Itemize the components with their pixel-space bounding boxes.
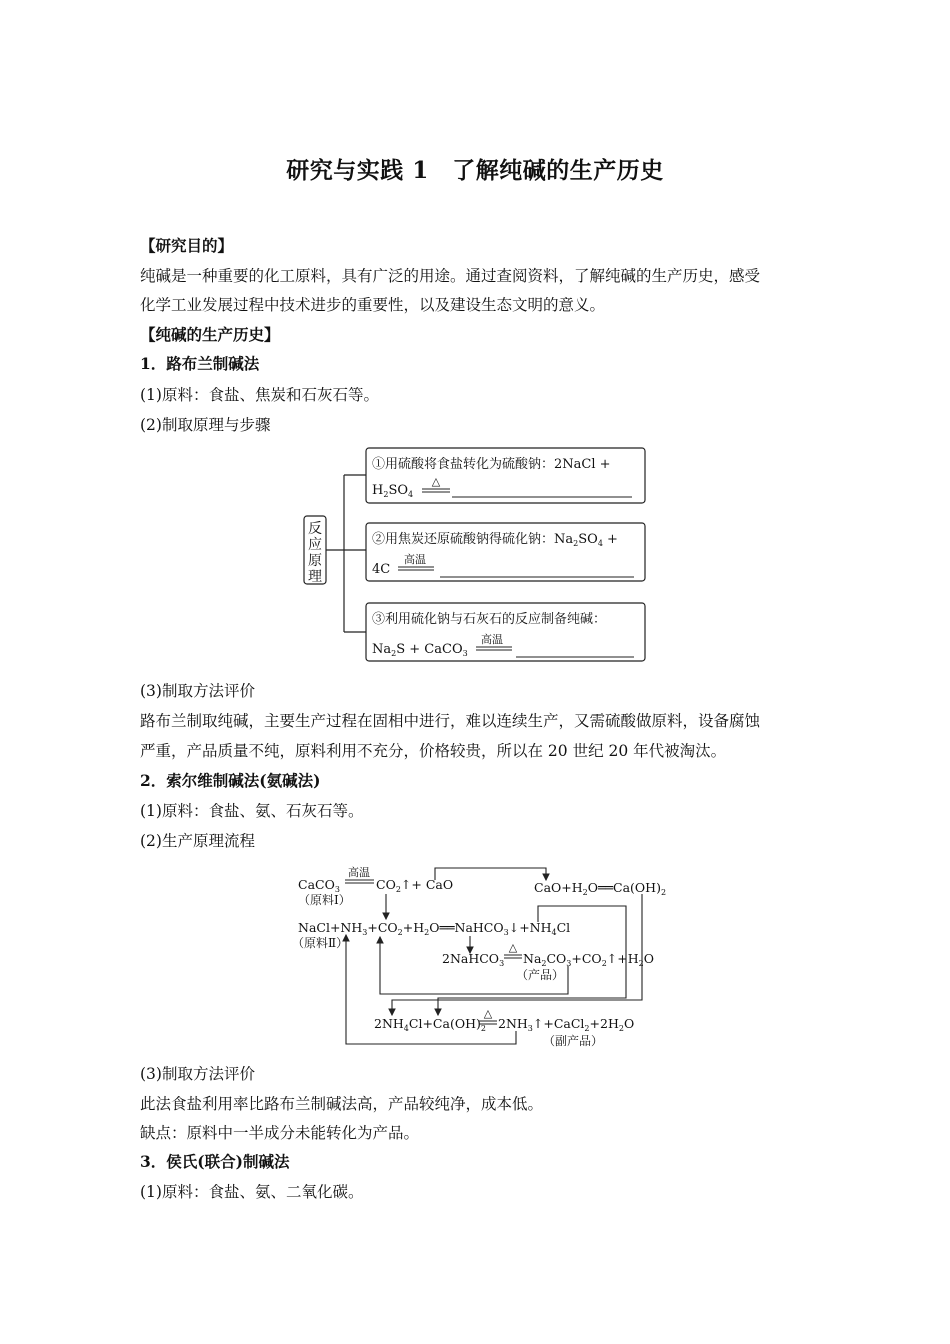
paragraph-line: (3)制取方法评价 xyxy=(140,1065,255,1083)
paragraph-line: 缺点：原料中一半成分未能转化为产品。 xyxy=(140,1124,420,1142)
step-2-text: ②用焦炭还原硫酸钠得硫化钠：$Na_2SO_4$ + xyxy=(372,532,618,548)
product-label: （产品） xyxy=(516,968,565,982)
high-temp-condition: 高温 xyxy=(404,553,426,566)
paragraph-line: 此法食盐利用率比路布兰制碱法高，产品较纯净，成本低。 xyxy=(140,1095,544,1113)
subheading-solvay: 2．索尔维制碱法(氨碱法) xyxy=(140,771,321,790)
principle-label-char: 反 xyxy=(308,521,322,537)
step-3-text: ③利用硫化钠与石灰石的反应制备纯碱： xyxy=(372,612,607,627)
heat-condition: △ xyxy=(483,1007,493,1020)
section-heading-purpose: 【研究目的】 xyxy=(140,236,234,255)
step-1-text: ①用硫酸将食盐转化为硫酸钠：2NaCl + xyxy=(372,457,611,472)
subheading-leblanc: 1．路布兰制碱法 xyxy=(140,354,260,373)
step-1-formula: $H_2SO_4$ xyxy=(372,483,414,499)
step-3-formula: $Na_2S$ + CaCO$_3$ xyxy=(372,642,468,658)
reaction-ammonia-recovery: $2NH_4Cl+Ca(OH)_2$ xyxy=(374,1016,486,1033)
reaction-carbonation: $NaCl+NH_3+CO_2+H_2O══NaHCO_3↓+NH_4Cl$ xyxy=(298,920,571,937)
paragraph-line: (1)原料：食盐、焦炭和石灰石等。 xyxy=(140,386,379,404)
calcination-products: $CO_2↑+$ CaO xyxy=(376,877,454,894)
paragraph-line: (1)原料：食盐、氨、二氧化碳。 xyxy=(140,1183,364,1201)
heat-condition: △ xyxy=(508,941,518,954)
page-title: 研究与实践 1 了解纯碱的生产历史 xyxy=(286,157,664,184)
paragraph-line: (2)生产原理流程 xyxy=(140,832,255,850)
leblanc-principle-diagram xyxy=(290,440,660,670)
paragraph-line: 严重，产品质量不纯，原料利用不充分，价格较贵，所以在 20 世纪 20 年代被淘汰。 xyxy=(140,742,727,760)
connector-lines xyxy=(326,475,366,632)
paragraph-line: (3)制取方法评价 xyxy=(140,682,255,700)
reaction-calcination: CaCO$_3$ xyxy=(298,877,340,894)
step-2-formula: 4C xyxy=(372,562,391,577)
principle-label-char: 原 xyxy=(308,553,322,569)
paragraph-line: 纯碱是一种重要的化工原料，具有广泛的用途。通过查阅资料，了解纯碱的生产历史，感受 xyxy=(140,267,761,285)
raw-material-1-label: （原料Ⅰ） xyxy=(298,893,351,907)
subheading-hou: 3．侯氏(联合)制碱法 xyxy=(140,1152,290,1171)
svg-text:应 xyxy=(308,537,322,553)
high-temp-condition: 高温 xyxy=(348,866,370,879)
high-temp-condition: 高温 xyxy=(481,633,503,646)
decomposition-products: $Na_2CO_3+CO_2↑+H_2O$ xyxy=(523,951,654,968)
principle-label-char: 应 xyxy=(308,537,322,553)
raw-material-2-label: （原料Ⅱ） xyxy=(292,936,349,950)
byproduct-label: （副产品） xyxy=(543,1034,604,1048)
paragraph-line: (1)原料：食盐、氨、石灰石等。 xyxy=(140,802,364,820)
paragraph-line: (2)制取原理与步骤 xyxy=(140,416,271,434)
solvay-flow-diagram xyxy=(290,862,670,1054)
svg-text:理 xyxy=(308,569,322,585)
svg-text:反 xyxy=(308,521,322,537)
principle-label-char: 理 xyxy=(308,569,322,585)
paragraph-line: 化学工业发展过程中技术进步的重要性，以及建设生态文明的意义。 xyxy=(140,296,606,314)
reaction-decomposition: 2NaHCO$_3$ xyxy=(442,951,505,968)
section-heading-history: 【纯碱的生产历史】 xyxy=(140,325,280,344)
paragraph-line: 路布兰制取纯碱，主要生产过程在固相中进行，难以连续生产，又需硫酸做原料，设备腐蚀 xyxy=(140,712,761,730)
svg-text:原 xyxy=(308,553,322,569)
ammonia-recovery-products: $2NH_3↑+CaCl_2+2H_2O$ xyxy=(498,1016,635,1033)
heat-condition: △ xyxy=(431,475,441,488)
reaction-slaking: $CaO+H_2O══Ca(OH)_2$ xyxy=(534,880,667,897)
